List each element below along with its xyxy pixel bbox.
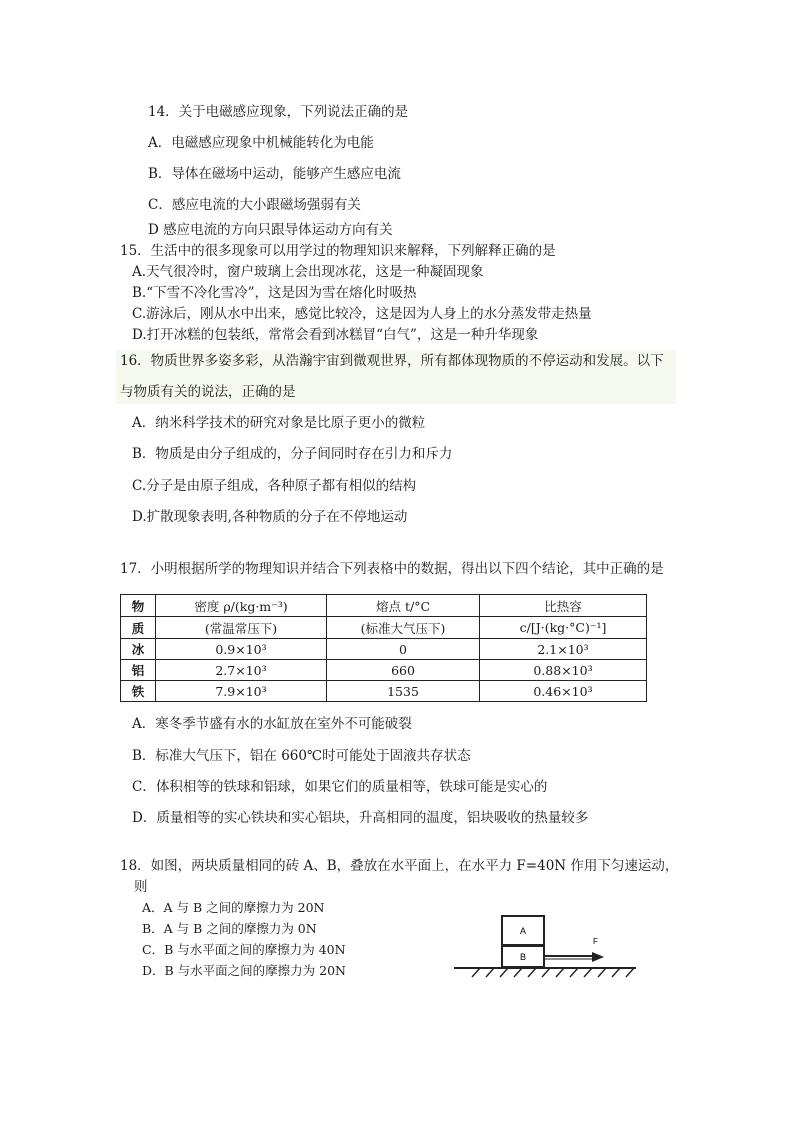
q16-option-c: C.分子是由原子组成，各种原子都有相似的结构 [132, 478, 417, 494]
table-row [121, 660, 647, 681]
table-row [121, 681, 647, 702]
table-cell-melting: 0 [327, 639, 480, 660]
table-cell-heat: 2.1×10³ [480, 639, 647, 660]
q17-option-c: C．体积相等的铁球和铝球，如果它们的质量相等，铁球可能是实心的 [132, 779, 548, 795]
table-header-heat: 比热容 [480, 595, 647, 617]
q14-stem: 14．关于电磁感应现象，下列说法正确的是 [148, 104, 409, 120]
q14-option-c: C．感应电流的大小跟磁场强弱有关 [148, 197, 361, 213]
q16-stem-line1: 16．物质世界多姿多彩，从浩瀚宇宙到微观世界，所有都体现物质的不停运动和发展。以下 [120, 353, 664, 369]
table-cell-material: 冰 [121, 639, 156, 660]
q18-option-d: D．B 与水平面之间的摩擦力为 20N [142, 963, 346, 978]
table-cell-material: 铁 [121, 681, 156, 702]
q17-option-a: A．寒冬季节盛有水的水缸放在室外不可能破裂 [132, 716, 412, 732]
table-subheader-heat: c/[J·(kg·°C)⁻¹] [480, 617, 647, 639]
force-label: F [593, 937, 598, 946]
q18-stem-line2: 则 [134, 879, 148, 895]
force-arrow [544, 952, 604, 962]
table-cell-melting: 660 [327, 660, 480, 681]
table-corner-top: 物 [121, 595, 156, 617]
table-cell-heat: 0.88×10³ [480, 660, 647, 681]
q15-option-a: A.天气很冷时，窗户玻璃上会出现冰花，这是一种凝固现象 [132, 264, 484, 280]
q16-option-a: A．纳米科学技术的研究对象是比原子更小的微粒 [132, 415, 426, 431]
table-cell-melting: 1535 [327, 681, 480, 702]
stacked-bricks-figure [452, 912, 642, 982]
q18-option-b: B．A 与 B 之间的摩擦力为 0N [142, 921, 317, 936]
q15-stem: 15．生活中的很多现象可以用学过的物理知识来解释，下列解释正确的是 [120, 243, 556, 259]
table-cell-density: 7.9×10³ [156, 681, 327, 702]
table-header-row [121, 595, 647, 617]
q15-option-d: D.打开冰糕的包装纸，常常会看到冰糕冒“白气”，这是一种升华现象 [132, 327, 539, 343]
table-header-density: 密度 ρ/(kg·m⁻³) [156, 595, 327, 617]
q17-option-b: B．标准大气压下，铝在 660℃时可能处于固液共存状态 [132, 748, 471, 764]
q16-option-b: B．物质是由分子组成的，分子间同时存在引力和斥力 [132, 446, 453, 462]
table-subheader-density: (常温常压下) [156, 617, 327, 639]
q18-stem-line1: 18．如图，两块质量相同的砖 A、B，叠放在水平面上，在水平力 F=40N 作用下匀速运动， [120, 858, 679, 874]
table-cell-material: 铝 [121, 660, 156, 681]
q15-option-c: C.游泳后，刚从水中出来，感觉比较冷，这是因为人身上的水分蒸发带走热量 [132, 306, 592, 322]
material-properties-table [120, 594, 647, 702]
brick-a-label: A [519, 926, 527, 936]
ground-hatching [454, 968, 636, 977]
q16-stem-line2: 与物质有关的说法，正确的是 [120, 384, 296, 400]
q14-option-d: D 感应电流的方向只跟导体运动方向有关 [148, 222, 393, 238]
table-cell-heat: 0.46×10³ [480, 681, 647, 702]
table-cell-density: 0.9×10³ [156, 639, 327, 660]
q17-option-d: D．质量相等的实心铁块和实心铝块，升高相同的温度，铝块吸收的热量较多 [132, 810, 589, 826]
q14-option-a: A．电磁感应现象中机械能转化为电能 [148, 135, 374, 151]
table-header-row [121, 617, 647, 639]
table-cell-density: 2.7×10³ [156, 660, 327, 681]
table-row [121, 639, 647, 660]
table-header-melting: 熔点 t/°C [327, 595, 480, 617]
q18-option-c: C．B 与水平面之间的摩擦力为 40N [142, 942, 346, 957]
q16-option-d: D.扩散现象表明,各种物质的分子在不停地运动 [132, 509, 408, 525]
brick-b-label: B [519, 952, 527, 962]
q15-option-b: B.“下雪不冷化雪冷”，这是因为雪在熔化时吸热 [132, 285, 417, 301]
table-corner-bottom: 质 [121, 617, 156, 639]
q17-stem: 17．小明根据所学的物理知识并结合下列表格中的数据，得出以下四个结论，其中正确的是 [120, 561, 664, 577]
q18-option-a: A．A 与 B 之间的摩擦力为 20N [142, 900, 325, 915]
table-subheader-melting: (标准大气压下) [327, 617, 480, 639]
q14-option-b: B．导体在磁场中运动，能够产生感应电流 [148, 166, 401, 182]
